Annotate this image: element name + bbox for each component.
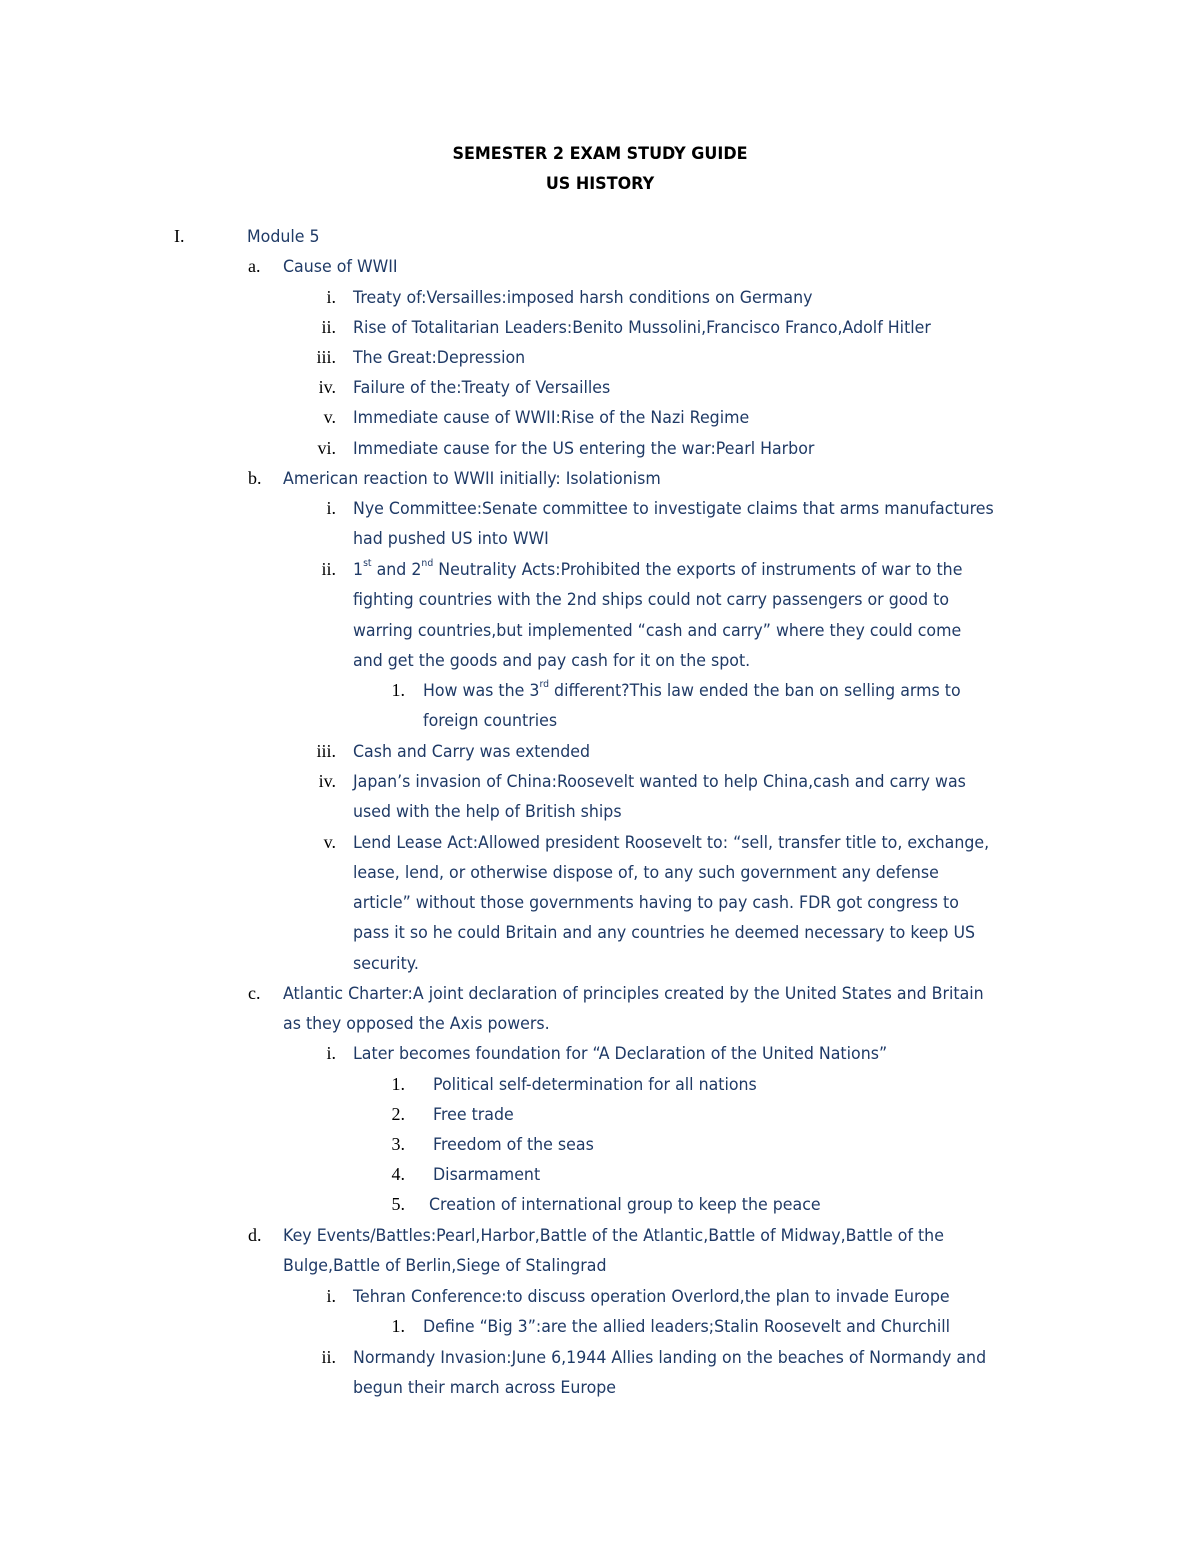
text-run: used with the help of British ships [353, 802, 622, 822]
outline-text [353, 1377, 616, 1399]
text-run: article” without those governments having to pay cash. FDR got congress to [353, 893, 959, 913]
outline-text [353, 589, 949, 611]
outline-text [353, 498, 994, 520]
text-run: different?This law ended the ban on selling arms to [549, 681, 961, 701]
outline-marker: 3. [391, 1134, 405, 1154]
text-run: security. [353, 954, 419, 974]
text-run: Tehran Conference:to discuss operation Overlord,the plan to invade Europe [353, 1287, 950, 1307]
text-run: foreign countries [423, 711, 558, 731]
outline-marker: v. [323, 407, 336, 427]
document-subtitle: US HISTORY [545, 174, 655, 194]
text-run: Treaty of:Versailles:imposed harsh conditions on Germany [353, 288, 813, 308]
outline-text [353, 1043, 887, 1065]
text-run: Free trade [433, 1105, 514, 1125]
text-run: Define “Big 3”:are the allied leaders;Stalin Roosevelt and Churchill [423, 1317, 951, 1337]
outline-text [433, 1164, 540, 1186]
outline-text [423, 710, 557, 732]
outline-marker: iv. [318, 377, 336, 397]
outline-text [283, 1255, 606, 1277]
outline-marker: 2. [391, 1104, 405, 1124]
text-run: Cause of WWII [283, 257, 398, 277]
outline-text [353, 741, 590, 763]
outline-text [353, 347, 525, 369]
outline-marker: i. [326, 498, 336, 518]
outline-text [283, 468, 661, 490]
outline-text [353, 317, 931, 339]
superscript: rd [539, 679, 550, 691]
outline-text [433, 1074, 757, 1096]
outline-text [283, 1013, 550, 1035]
outline-marker: ii. [321, 317, 336, 337]
outline-marker: 1. [391, 680, 405, 700]
outline-text [429, 1194, 821, 1216]
text-run: Disarmament [433, 1165, 541, 1185]
outline-marker: ii. [321, 1347, 336, 1367]
text-run: Failure of the:Treaty of Versailles [353, 378, 611, 398]
text-run: American reaction to WWII initially: Isolationism [283, 469, 661, 489]
text-run: Rise of Totalitarian Leaders:Benito Mussolini,Francisco Franco,Adolf Hitler [353, 318, 931, 338]
outline-marker: i. [326, 287, 336, 307]
text-run: Bulge,Battle of Berlin,Siege of Stalingrad [283, 1256, 607, 1276]
outline-text [353, 832, 989, 854]
outline-marker: 5. [391, 1194, 405, 1214]
text-run: Immediate cause for the US entering the war:Pearl Harbor [353, 439, 815, 459]
outline-marker: 1. [391, 1316, 405, 1336]
outline-text [353, 287, 812, 309]
outline-marker: v. [323, 832, 336, 852]
outline-text [353, 407, 749, 429]
outline-text [433, 1134, 594, 1156]
text-run: Lend Lease Act:Allowed president Roosevelt to: “sell, transfer title to, exchange, [353, 833, 990, 853]
outline-marker: ii. [321, 559, 336, 579]
outline-text [353, 620, 961, 642]
outline-marker: d. [248, 1225, 262, 1245]
outline-text [283, 1225, 944, 1247]
text-run: begun their march across Europe [353, 1378, 617, 1398]
text-run: Political self-determination for all nations [433, 1075, 757, 1095]
superscript: nd [421, 558, 434, 570]
text-run: lease, lend, or otherwise dispose of, to any such government any defense [353, 863, 939, 883]
outline-marker: i. [326, 1043, 336, 1063]
text-run: Freedom of the seas [433, 1135, 594, 1155]
outline-text [353, 377, 610, 399]
outline-marker: 1. [391, 1074, 405, 1094]
outline-marker: c. [248, 983, 261, 1003]
text-run: Neutrality Acts:Prohibited the exports of instruments of war to the [433, 560, 963, 580]
text-run: Nye Committee:Senate committee to investigate claims that arms manufactures [353, 499, 994, 519]
text-run: Creation of international group to keep the peace [429, 1195, 821, 1215]
outline-text [423, 680, 961, 702]
outline-text [353, 801, 622, 823]
outline-text [353, 892, 959, 914]
outline-text [353, 559, 962, 581]
outline-text [353, 922, 975, 944]
outline-text [353, 862, 939, 884]
outline-marker: b. [248, 468, 262, 488]
document-title: SEMESTER 2 EXAM STUDY GUIDE [452, 144, 748, 164]
outline-text [283, 256, 398, 278]
text-run: Key Events/Battles:Pearl,Harbor,Battle of the Atlantic,Battle of Midway,Battle of the [283, 1226, 944, 1246]
text-run: Japan’s invasion of China:Roosevelt wanted to help China,cash and carry was [353, 772, 966, 792]
text-run: Later becomes foundation for “A Declaration of the United Nations” [353, 1044, 888, 1064]
text-run: fighting countries with the 2nd ships could not carry passengers or good to [353, 590, 950, 610]
outline-text [353, 953, 419, 975]
text-run: 1 [353, 560, 364, 580]
outline-marker: a. [248, 256, 261, 276]
text-run: warring countries,but implemented “cash and carry” where they could come [353, 621, 962, 641]
outline-marker: I. [174, 226, 185, 246]
outline-marker: i. [326, 1286, 336, 1306]
outline-text [423, 1316, 950, 1338]
outline-text [433, 1104, 514, 1126]
outline-marker: iii. [316, 347, 336, 367]
text-run: Module 5 [247, 227, 320, 247]
outline-text [353, 528, 549, 550]
superscript: st [363, 558, 372, 570]
text-run: had pushed US into WWI [353, 529, 549, 549]
text-run: and 2 [371, 560, 422, 580]
outline-text [247, 226, 320, 248]
outline-marker: iii. [316, 741, 336, 761]
text-run: Immediate cause of WWII:Rise of the Nazi Regime [353, 408, 750, 428]
outline-text [353, 1286, 950, 1308]
text-run: Cash and Carry was extended [353, 742, 591, 762]
text-run: The Great:Depression [353, 348, 526, 368]
outline-text [353, 650, 750, 672]
text-run: as they opposed the Axis powers. [283, 1014, 550, 1034]
outline-marker: iv. [318, 771, 336, 791]
text-run: and get the goods and pay cash for it on the spot. [353, 651, 751, 671]
outline-text [353, 1347, 986, 1369]
outline-marker: vi. [317, 438, 336, 458]
text-run: pass it so he could Britain and any countries he deemed necessary to keep US [353, 923, 976, 943]
text-run: Atlantic Charter:A joint declaration of principles created by the United States and Britain [283, 984, 984, 1004]
outline-text [353, 438, 814, 460]
outline-marker: 4. [391, 1164, 405, 1184]
outline-text [353, 771, 966, 793]
outline-text [283, 983, 984, 1005]
text-run: Normandy Invasion:June 6,1944 Allies landing on the beaches of Normandy and [353, 1348, 987, 1368]
text-run: How was the 3 [423, 681, 540, 701]
